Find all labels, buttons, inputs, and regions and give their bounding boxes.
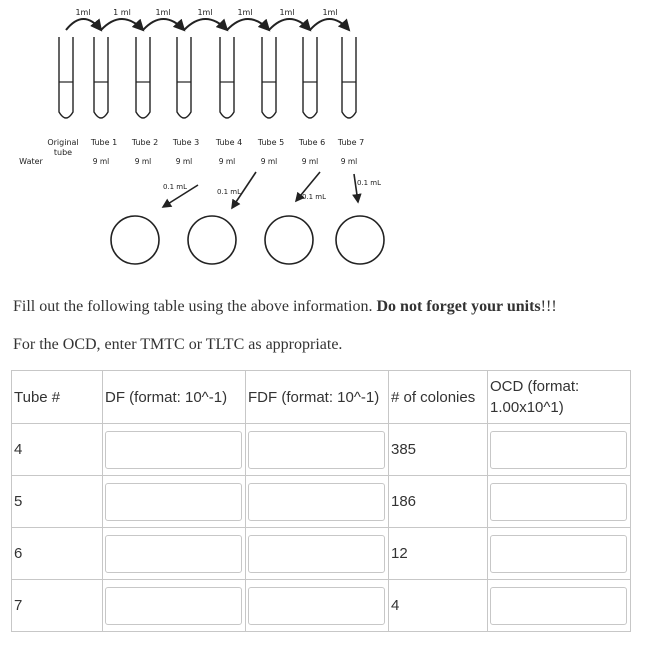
ocd-cell bbox=[488, 580, 631, 632]
colony-count: 385 bbox=[391, 441, 417, 458]
petri-plates bbox=[111, 216, 384, 264]
colony-count: 4 bbox=[391, 597, 400, 614]
plating-volume-label: 0.1 mL bbox=[301, 193, 327, 201]
ocd-cell bbox=[488, 476, 631, 528]
tube-cell bbox=[12, 528, 103, 580]
transfer-volume-label: 1ml bbox=[322, 8, 338, 17]
tube-label: Tube 1 bbox=[90, 138, 118, 147]
water-volume-label: 9 ml bbox=[92, 157, 110, 166]
tube-label: tube bbox=[53, 148, 73, 157]
tube-cell bbox=[12, 424, 103, 476]
transfer-arrow bbox=[310, 19, 349, 30]
petri-plate bbox=[265, 216, 313, 264]
tube-cell bbox=[12, 580, 103, 632]
tube-outline bbox=[59, 37, 73, 118]
df-cell bbox=[103, 476, 246, 528]
petri-plate bbox=[336, 216, 384, 264]
tube-outline bbox=[136, 37, 150, 118]
tube-number: 6 bbox=[14, 545, 23, 562]
tube-outline bbox=[94, 37, 108, 118]
petri-plate bbox=[111, 216, 159, 264]
tube-label: Tube 3 bbox=[172, 138, 200, 147]
colony-count: 186 bbox=[391, 493, 417, 510]
fdf-input[interactable] bbox=[248, 535, 385, 573]
colonies-cell bbox=[389, 424, 488, 476]
header-colonies: # of colonies bbox=[389, 371, 488, 424]
header-ocd: OCD (format: 1.00x10^1) bbox=[488, 371, 631, 424]
df-input[interactable] bbox=[105, 587, 242, 625]
ocd-input[interactable] bbox=[490, 587, 627, 625]
serial-dilution-diagram bbox=[0, 0, 420, 290]
transfer-volume-label: 1ml bbox=[237, 8, 253, 17]
tube-label: Original bbox=[47, 138, 79, 147]
transfer-arrow bbox=[66, 19, 101, 30]
fdf-cell bbox=[246, 424, 389, 476]
plating-volume-label: 0.1 mL bbox=[162, 183, 188, 191]
tube-outline bbox=[342, 37, 356, 118]
ocd-input[interactable] bbox=[490, 431, 627, 469]
header-fdf: FDF (format: 10^-1) bbox=[246, 371, 389, 424]
water-volume-label: 9 ml bbox=[260, 157, 278, 166]
df-input[interactable] bbox=[105, 535, 242, 573]
dilution-table bbox=[11, 370, 631, 632]
water-volume-label: 9 ml bbox=[301, 157, 319, 166]
tube-outline bbox=[262, 37, 276, 118]
ocd-input[interactable] bbox=[490, 535, 627, 573]
tube-outline bbox=[220, 37, 234, 118]
units-warning: Do not forget your units bbox=[376, 298, 541, 315]
table-row bbox=[12, 580, 631, 632]
tube-number: 4 bbox=[14, 441, 23, 458]
water-volume-label: 9 ml bbox=[218, 157, 236, 166]
tube-outline bbox=[303, 37, 317, 118]
df-cell bbox=[103, 424, 246, 476]
tube-label: Tube 4 bbox=[215, 138, 243, 147]
ocd-cell bbox=[488, 424, 631, 476]
transfer-arrow bbox=[184, 19, 227, 30]
transfer-volume-label: 1ml bbox=[197, 8, 213, 17]
table-row bbox=[12, 424, 631, 476]
water-label: Water bbox=[19, 157, 43, 166]
transfer-arrow bbox=[227, 19, 269, 30]
transfer-arrow bbox=[101, 19, 143, 30]
tube-label: Tube 7 bbox=[337, 138, 365, 147]
table-row bbox=[12, 528, 631, 580]
transfer-volume-label: 1 ml bbox=[113, 8, 131, 17]
table-header-row bbox=[12, 371, 631, 424]
df-input[interactable] bbox=[105, 483, 242, 521]
header-tube: Tube # bbox=[12, 371, 103, 424]
colony-count: 12 bbox=[391, 545, 408, 562]
tube-number: 5 bbox=[14, 493, 23, 510]
water-volume-label: 9 ml bbox=[340, 157, 358, 166]
tube-cell bbox=[12, 476, 103, 528]
transfer-arrow bbox=[269, 19, 310, 30]
ocd-cell bbox=[488, 528, 631, 580]
table-row bbox=[12, 476, 631, 528]
instruction-line-1: Fill out the following table using the above information. Do not forget your units!!! bbox=[13, 298, 557, 315]
instruction-line-2: For the OCD, enter TMTC or TLTC as appropriate. bbox=[13, 336, 343, 353]
df-cell bbox=[103, 580, 246, 632]
tube-label: Tube 6 bbox=[298, 138, 326, 147]
df-input[interactable] bbox=[105, 431, 242, 469]
water-volume-label: 9 ml bbox=[134, 157, 152, 166]
fdf-cell bbox=[246, 476, 389, 528]
colonies-cell bbox=[389, 476, 488, 528]
transfer-arrows bbox=[66, 19, 358, 208]
transfer-volume-label: 1ml bbox=[155, 8, 171, 17]
tube-label: Tube 2 bbox=[131, 138, 159, 147]
transfer-arrow bbox=[143, 19, 184, 30]
water-volume-label: 9 ml bbox=[175, 157, 193, 166]
tube-number: 7 bbox=[14, 597, 23, 614]
plating-volume-label: 0.1 mL bbox=[356, 179, 382, 187]
fdf-input[interactable] bbox=[248, 483, 385, 521]
ocd-input[interactable] bbox=[490, 483, 627, 521]
tube-outline bbox=[177, 37, 191, 118]
fdf-input[interactable] bbox=[248, 431, 385, 469]
fdf-input[interactable] bbox=[248, 587, 385, 625]
transfer-volume-label: 1ml bbox=[75, 8, 91, 17]
test-tubes bbox=[59, 37, 356, 118]
plating-volume-label: 0.1 mL bbox=[216, 188, 242, 196]
colonies-cell bbox=[389, 528, 488, 580]
transfer-volume-label: 1ml bbox=[279, 8, 295, 17]
fdf-cell bbox=[246, 528, 389, 580]
fdf-cell bbox=[246, 580, 389, 632]
df-cell bbox=[103, 528, 246, 580]
header-df: DF (format: 10^-1) bbox=[103, 371, 246, 424]
petri-plate bbox=[188, 216, 236, 264]
colonies-cell bbox=[389, 580, 488, 632]
tube-label: Tube 5 bbox=[257, 138, 285, 147]
